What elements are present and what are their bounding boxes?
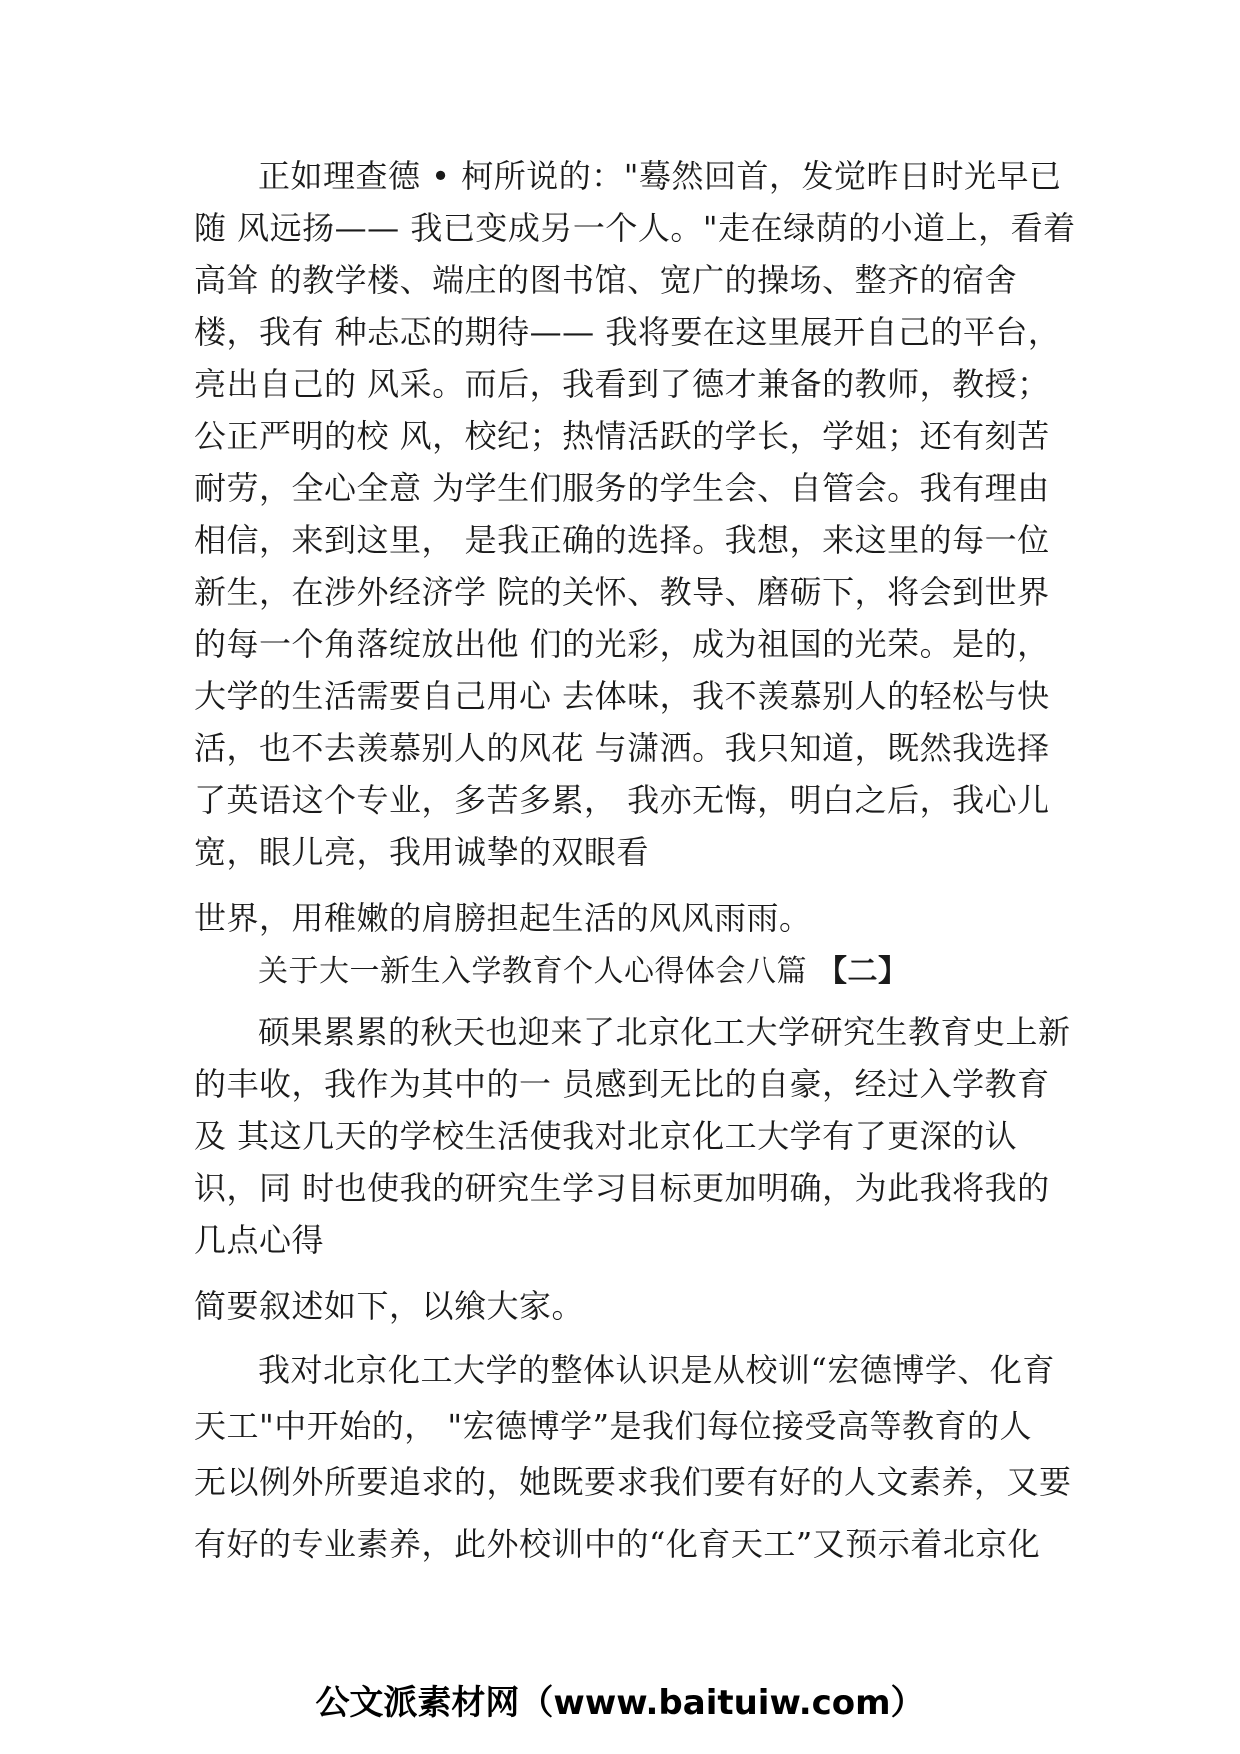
section-heading-title: 关于大一新生入学教育个人心得体会八篇 (258, 954, 807, 989)
paragraph-line: 大学的生活需要自己用心 去体味，我不羡慕别人的轻松与快 (194, 677, 1050, 715)
paragraph-line: 正如理查德 • 柯所说的："蓦然回首，发觉昨日时光早已 (258, 157, 1062, 195)
paragraph-line: 耐劳，全心全意 为学生们服务的学生会、自管会。我有理由 (194, 469, 1050, 507)
paragraph-line: 随 风远扬—— 我已变成另一个人。"走在绿荫的小道上，看着 (194, 209, 1076, 247)
paragraph-line: 相信，来到这里， 是我正确的选择。我想，来这里的每一位 (194, 521, 1050, 559)
paragraph-line: 简要叙述如下，以飨大家。 (194, 1287, 585, 1325)
paragraph-line: 了英语这个专业，多苦多累， 我亦无悔，明白之后，我心儿 (194, 781, 1050, 819)
paragraph-line: 识，同 时也使我的研究生学习目标更加明确，为此我将我的 (194, 1169, 1050, 1207)
paragraph-line: 硕果累累的秋天也迎来了北京化工大学研究生教育史上新 (258, 1013, 1071, 1051)
section-heading-number: 【二】 (817, 954, 909, 989)
paragraph-line: 公正严明的校 风，校纪；热情活跃的学长，学姐；还有刻苦 (194, 417, 1050, 455)
paragraph-line: 有好的专业素养，此外校训中的“化育天工”又预示着北京化 (194, 1525, 1041, 1563)
paragraph-line: 无以例外所要追求的，她既要求我们要有好的人文素养，又要 (194, 1463, 1072, 1501)
paragraph-line: 及 其这几天的学校生活使我对北京化工大学有了更深的认 (194, 1117, 1018, 1155)
paragraph-line: 天工"中开始的， "宏德博学”是我们每位接受高等教育的人 (194, 1407, 1032, 1445)
paragraph-line: 的丰收，我作为其中的一 员感到无比的自豪，经过入学教育 (194, 1065, 1050, 1103)
paragraph-line: 我对北京化工大学的整体认识是从校训“宏德博学、化育 (258, 1351, 1055, 1389)
page-footer: 公文派素材网（www.baituiw.com） (315, 1683, 925, 1723)
paragraph-line: 楼，我有 种忐忑的期待—— 我将要在这里展开自己的平台， (194, 313, 1061, 351)
paragraph-line: 高耸 的教学楼、端庄的图书馆、宽广的操场、整齐的宿舍 (194, 261, 1018, 299)
paragraph-line: 宽，眼儿亮，我用诚挚的双眼看 (194, 833, 650, 871)
paragraph-line: 的每一个角落绽放出他 们的光彩，成为祖国的光荣。是的， (194, 625, 1050, 663)
paragraph-line: 亮出自己的 风采。而后，我看到了德才兼备的教师，教授； (194, 365, 1050, 403)
paragraph-line: 几点心得 (194, 1221, 325, 1259)
section-heading (258, 952, 909, 992)
paragraph-line: 世界，用稚嫩的肩膀担起生活的风风雨雨。 (194, 899, 812, 937)
paragraph-line: 活，也不去羡慕别人的风花 与潇洒。我只知道，既然我选择 (194, 729, 1050, 767)
paragraph-line: 新生，在涉外经济学 院的关怀、教导、磨砺下，将会到世界 (194, 573, 1050, 611)
